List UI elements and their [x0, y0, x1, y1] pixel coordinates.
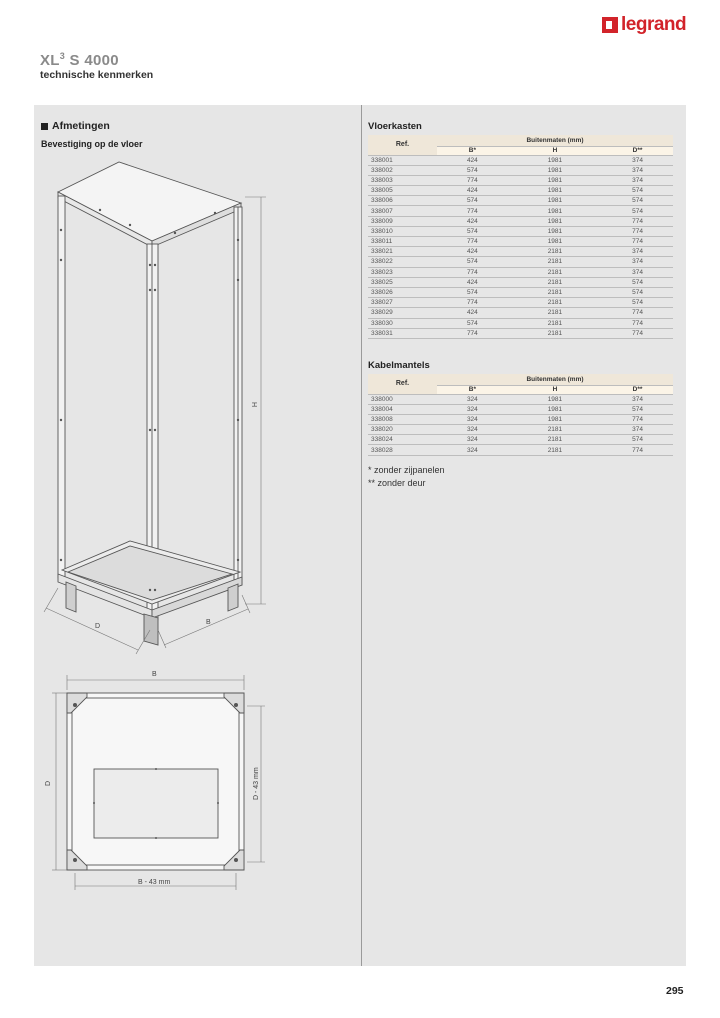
ref-header: Ref. — [368, 374, 437, 394]
ref-cell: 338003 — [368, 175, 437, 185]
section-title — [41, 120, 110, 132]
value-cell: 574 — [437, 165, 508, 175]
dim-label-b: B — [206, 619, 211, 626]
value-cell: 424 — [437, 216, 508, 226]
value-cell: 774 — [437, 206, 508, 216]
value-cell: 1981 — [508, 155, 602, 165]
ref-cell: 338024 — [368, 435, 437, 445]
value-cell: 2181 — [508, 318, 602, 328]
logo-mark-icon — [602, 17, 618, 33]
value-cell: 2181 — [508, 267, 602, 277]
ref-cell: 338008 — [368, 414, 437, 424]
col-h-header: H — [508, 146, 602, 155]
value-cell: 324 — [437, 394, 508, 404]
logo-text: legrand — [621, 14, 687, 35]
ref-cell: 338020 — [368, 425, 437, 435]
ref-cell: 338021 — [368, 247, 437, 257]
page-subtitle: technische kenmerken — [40, 69, 154, 81]
ref-cell: 338004 — [368, 404, 437, 414]
value-cell: 1981 — [508, 237, 602, 247]
ref-cell: 338028 — [368, 445, 437, 455]
ref-cell: 338001 — [368, 155, 437, 165]
value-cell: 574 — [602, 404, 673, 414]
table-row — [368, 216, 673, 226]
table-row — [368, 435, 673, 445]
value-cell: 574 — [437, 196, 508, 206]
dim-label-d-side: D — [45, 780, 52, 786]
value-cell: 1981 — [508, 394, 602, 404]
value-cell: 1981 — [508, 216, 602, 226]
ref-cell: 338029 — [368, 308, 437, 318]
value-cell: 374 — [602, 175, 673, 185]
table-row — [368, 226, 673, 236]
table-row — [368, 404, 673, 414]
value-cell: 324 — [437, 445, 508, 455]
value-cell: 324 — [437, 425, 508, 435]
table-row — [368, 237, 673, 247]
footnote-b: * zonder zijpanelen — [368, 465, 445, 475]
table-row — [368, 175, 673, 185]
value-cell: 774 — [437, 175, 508, 185]
value-cell: 424 — [437, 247, 508, 257]
value-cell: 574 — [602, 206, 673, 216]
table-row — [368, 414, 673, 424]
value-cell: 2181 — [508, 425, 602, 435]
value-cell: 374 — [602, 257, 673, 267]
value-cell: 774 — [602, 216, 673, 226]
ref-cell: 338000 — [368, 394, 437, 404]
ref-cell: 338030 — [368, 318, 437, 328]
value-cell: 424 — [437, 186, 508, 196]
dim-label-b-top: B — [152, 671, 157, 678]
value-cell: 374 — [602, 247, 673, 257]
value-cell: 774 — [602, 414, 673, 424]
section-title-text: Afmetingen — [52, 120, 110, 132]
value-cell: 374 — [602, 425, 673, 435]
value-cell: 2181 — [508, 445, 602, 455]
value-cell: 774 — [437, 237, 508, 247]
value-cell: 1981 — [508, 175, 602, 185]
vloerkasten-title: Vloerkasten — [368, 121, 422, 132]
col-h-header: H — [508, 385, 602, 394]
table-row — [368, 267, 673, 277]
vloerkasten-table — [368, 135, 673, 339]
value-cell: 2181 — [508, 298, 602, 308]
value-cell: 1981 — [508, 226, 602, 236]
value-cell: 1981 — [508, 196, 602, 206]
value-cell: 2181 — [508, 328, 602, 338]
footnote-d: ** zonder deur — [368, 478, 426, 488]
value-cell: 774 — [602, 237, 673, 247]
ref-cell: 338011 — [368, 237, 437, 247]
value-cell: 774 — [437, 298, 508, 308]
table-row — [368, 196, 673, 206]
table-row — [368, 277, 673, 287]
dimensions-header: Buitenmaten (mm) — [437, 135, 673, 146]
table-row — [368, 318, 673, 328]
legrand-logo — [602, 14, 686, 36]
page-number: 295 — [666, 985, 684, 997]
value-cell: 574 — [602, 186, 673, 196]
ref-cell: 338010 — [368, 226, 437, 236]
table-row — [368, 425, 673, 435]
ref-cell: 338007 — [368, 206, 437, 216]
kabelmantels-title: Kabelmantels — [368, 360, 430, 371]
value-cell: 1981 — [508, 206, 602, 216]
value-cell: 2181 — [508, 247, 602, 257]
ref-cell: 338006 — [368, 196, 437, 206]
ref-header: Ref. — [368, 135, 437, 155]
value-cell: 774 — [602, 445, 673, 455]
dimensions-header: Buitenmaten (mm) — [437, 374, 673, 385]
value-cell: 2181 — [508, 287, 602, 297]
table-row — [368, 247, 673, 257]
dim-label-d-minus: D - 43 mm — [253, 767, 260, 800]
value-cell: 574 — [437, 257, 508, 267]
page-title — [40, 51, 119, 69]
value-cell: 2181 — [508, 257, 602, 267]
table-row — [368, 186, 673, 196]
cabinet-plan-drawing — [40, 666, 270, 890]
ref-cell: 338025 — [368, 277, 437, 287]
ref-cell: 338022 — [368, 257, 437, 267]
square-bullet-icon — [41, 123, 48, 130]
ref-cell: 338027 — [368, 298, 437, 308]
kabelmantels-table — [368, 374, 673, 456]
title-main: XL — [40, 52, 60, 69]
table-row — [368, 257, 673, 267]
value-cell: 574 — [602, 298, 673, 308]
dim-label-d: D — [95, 623, 101, 630]
subsection-title: Bevestiging op de vloer — [41, 139, 143, 149]
table-row — [368, 165, 673, 175]
dim-label-b-minus: B - 43 mm — [138, 879, 171, 886]
value-cell: 1981 — [508, 404, 602, 414]
value-cell: 774 — [602, 226, 673, 236]
title-rest: S 4000 — [65, 52, 119, 69]
value-cell: 1981 — [508, 414, 602, 424]
col-b-header: B* — [437, 146, 508, 155]
table-row — [368, 328, 673, 338]
table-row — [368, 298, 673, 308]
value-cell: 324 — [437, 404, 508, 414]
col-b-header: B* — [437, 385, 508, 394]
ref-cell: 338031 — [368, 328, 437, 338]
value-cell: 574 — [437, 318, 508, 328]
value-cell: 2181 — [508, 435, 602, 445]
value-cell: 374 — [602, 165, 673, 175]
value-cell: 574 — [437, 287, 508, 297]
value-cell: 574 — [602, 277, 673, 287]
table-row — [368, 155, 673, 165]
value-cell: 424 — [437, 155, 508, 165]
table-row — [368, 206, 673, 216]
value-cell: 374 — [602, 394, 673, 404]
value-cell: 774 — [602, 318, 673, 328]
value-cell: 2181 — [508, 277, 602, 287]
value-cell: 1981 — [508, 186, 602, 196]
footnotes — [368, 464, 445, 490]
dim-label-h: H — [250, 402, 257, 408]
table-row — [368, 287, 673, 297]
value-cell: 574 — [437, 226, 508, 236]
ref-cell: 338026 — [368, 287, 437, 297]
col-d-header: D** — [602, 385, 673, 394]
value-cell: 324 — [437, 435, 508, 445]
value-cell: 774 — [602, 328, 673, 338]
value-cell: 2181 — [508, 308, 602, 318]
value-cell: 574 — [602, 196, 673, 206]
value-cell: 774 — [602, 308, 673, 318]
value-cell: 1981 — [508, 165, 602, 175]
table-row — [368, 394, 673, 404]
value-cell: 374 — [602, 267, 673, 277]
value-cell: 574 — [602, 435, 673, 445]
ref-cell: 338005 — [368, 186, 437, 196]
value-cell: 774 — [437, 328, 508, 338]
value-cell: 424 — [437, 308, 508, 318]
title-sup: 3 — [59, 51, 66, 61]
table-row — [368, 308, 673, 318]
cabinet-isometric-drawing — [40, 150, 360, 660]
value-cell: 374 — [602, 155, 673, 165]
value-cell: 774 — [437, 267, 508, 277]
column-divider — [361, 105, 362, 966]
value-cell: 324 — [437, 414, 508, 424]
ref-cell: 338009 — [368, 216, 437, 226]
value-cell: 574 — [602, 287, 673, 297]
table-row — [368, 445, 673, 455]
value-cell: 424 — [437, 277, 508, 287]
ref-cell: 338002 — [368, 165, 437, 175]
ref-cell: 338023 — [368, 267, 437, 277]
col-d-header: D** — [602, 146, 673, 155]
